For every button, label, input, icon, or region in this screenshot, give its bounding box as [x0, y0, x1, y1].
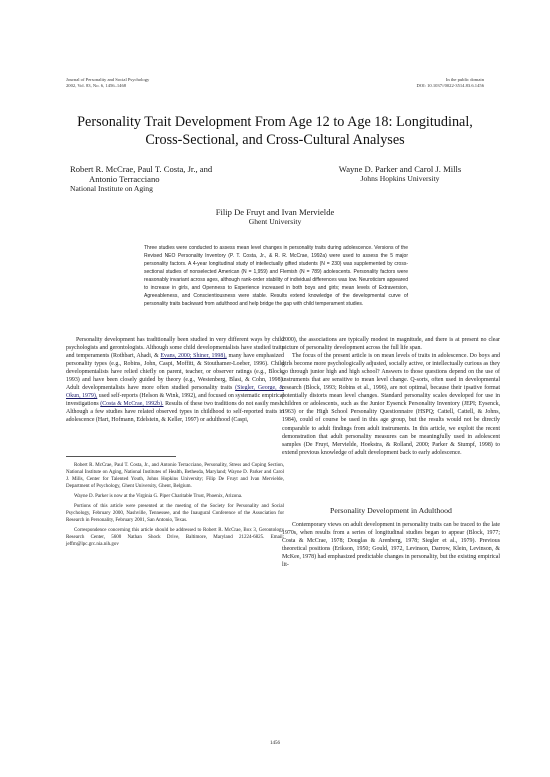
footnote-affiliations: Robert R. McCrae, Paul T. Costa, Jr., and Antonio Terracciano, Personality, Stress and Coping Section, National Institute on Aging, National Institutes of Health, Bethesda, Maryland; Wayne D. Parker and Carol J. Mills, Center for Talented Youth, Johns Hopkins University; Filip De Fruyt and Ivan Mervielde, Department of Psychology, Ghent University, Ghent, Belgium.: [66, 463, 284, 490]
page-number: 1456: [270, 741, 280, 746]
author-names-line-1: Robert R. McCrae, Paul T. Costa, Jr., and: [70, 164, 213, 174]
body-paragraph: The focus of the present article is on mean levels of traits in adolescence. Do boys and girls become more psychologically adjusted, socially active, or intellectually curious as they go through junior high and high school? Answers to those questions depend on the use of instruments that are sensitive to mean level change. Q-sorts, often used in developmental research (Block, 1993; Robins et al., 1996), are not optimal, because their ipsative format potentially distorts mean level changes. Standard personality scales developed for use in children or adolescents, such as the Junior Eysenck Personality Inventory (JEPI; Eysenck, 1963) or the High School Personality Questionnaire (HSPQ; Cattell, Cattell, & Johns, 1984), could of course be used in this age group, but the results would not be directly comparable to adult findings from adult instruments. In this article, we exploit the recent demonstration that adult personality measures can be meaningfully used in adolescent samples (De Fruyt, Mervielde, Hoekstra, & Rolland, 2000; Parker & Stumpf, 1998) to extend previous knowledge of adult development back to early adolescence.: [282, 353, 500, 456]
footnote-presentations: Portions of this article were presented at the meeting of the Society for Personality and Social Psychology, February 2000, Nashville, Tennessee, and the Inaugural Conference of the Association for Research in Personality, February 2001, San Antonio, Texas.: [66, 504, 284, 524]
author-affiliation-nia: National Institute on Aging: [70, 184, 153, 193]
author-block-ghent: [150, 207, 400, 227]
text-span: many have emphasized personality types (e.g., Robins, John, Caspi, Moffitt, & Stouthamer-Loeber, 1996). Child developmentalists have relied chiefly on parent, teacher, or observer ratings (e.g., Block, 1993) and have been closely guided by theory (e.g., Westenberg, Blasi, & Cohn, 1998). Adult developmentalists have more often studied personality traits: [66, 353, 284, 392]
body-paragraph: 2000), the associations are typically modest in magnitude, and there is at present no clear picture of personality development across the full life span.: [282, 337, 500, 352]
body-column-left: [66, 336, 284, 425]
footnote-current-address: Wayne D. Parker is now at the Virginia G. Piper Charitable Trust, Phoenix, Arizona.: [74, 494, 243, 500]
doi: DOI: 10.1037//0022-3514.83.6.1456: [416, 83, 484, 88]
citation-link-siegler[interactable]: (Siegler, George, & Okun, 1979),: [66, 385, 284, 400]
journal-rights: [417, 77, 485, 89]
journal-citation: [66, 77, 149, 89]
text-span: Results of these two traditions do not easily mesh. Although a few studies have related observed types in childhood to self-reported traits in adolescence (Hart, Hofmann, Edelstein, & Keller, 1997) or adulthood (Caspi,: [66, 401, 284, 424]
author-block-jhu: [300, 164, 500, 184]
citation-link-costa-mccrae[interactable]: (Costa & McCrae, 1992b).: [100, 401, 164, 408]
text-span: Personality development has traditionally been studied in very different ways by child psychologists and gerontologists. Although some child developmentalists have studied traits and temperaments (Rothbart, Ahadi, &: [66, 337, 284, 360]
section-heading: Personality Development in Adulthood: [330, 506, 452, 515]
journal-name: Journal of Personality and Social Psychology: [66, 77, 150, 82]
body-paragraph: Contemporary views on adult development in personality traits can be traced to the late 1970s, when results from a series of longitudinal studies began to appear (Block, 1977; Costa & McCrae, 1978; Douglas & Arenberg, 1978; Siegler et al., 1979). Previous theoretical positions (Erikson, 1950; Gould, 1972, Levinson, Darrow, Klein, Levinson, & McKee, 1978) had emphasized predictable changes in personality, but the existing empirical lit-: [282, 522, 500, 569]
footnote-correspondence: Correspondence concerning this article should be addressed to Robert R. McCrae, Box 3, Gerontology Research Center, 5600 Nathan Shock Drive, Baltimore, Maryland 21224-6825. Email: jeffm@lpc.grc.nia.nih.gov: [66, 528, 284, 548]
footnote-rule: [66, 456, 176, 457]
abstract: Three studies were conducted to assess mean level changes in personality traits during adolescence. Versions of the Revised NEO Personality Inventory (P. T. Costa, Jr., & R. R. McCrae, 1992a) were used to assess the 5 major personality factors. A 4-year longitudinal study of intellectually gifted students (N = 230) was supplemented by cross-sectional studies of nonselected American (N = 1,959) and Flemish (N = 789) adolescents. Personality factors were reasonably invariant across ages, although rank-order stability of individual differences was low. Neuroticism appeared to increase in girls, and Openness to Experience increased in both boys and girls; mean levels of Extraversion, Agreeableness, and Conscientiousness were stable. Results extend knowledge of the developmental curve of personality traits backward from adulthood and help bridge the gap with child temperament studies.: [144, 245, 408, 307]
title-line-1: Personality Trait Development From Age 12 to Age 18: Longitudinal,: [77, 114, 473, 130]
body-paragraph: [66, 336, 284, 425]
body-column-right-lower: [282, 521, 500, 569]
body-column-right: [282, 336, 500, 457]
public-domain-notice: In the public domain: [445, 77, 484, 82]
text-span: used self-reports (Helson & Wink, 1992), and focused on systematic empirical investigations: [66, 393, 284, 408]
journal-volume: 2002, Vol. 83, No. 6, 1456–1468: [66, 83, 127, 88]
title-line-2: Cross-Sectional, and Cross-Cultural Analyses: [145, 132, 405, 148]
author-names-ghent: Filip De Fruyt and Ivan Mervielde: [215, 207, 335, 217]
author-affiliation-jhu: Johns Hopkins University: [360, 174, 440, 183]
author-affiliation-ghent: Ghent University: [248, 217, 302, 226]
author-names-jhu: Wayne D. Parker and Carol J. Mills: [338, 164, 462, 174]
author-names-line-2: Antonio Terracciano: [89, 174, 160, 184]
citation-link-evans-shiner[interactable]: Evans, 2000; Shiner, 1998),: [160, 353, 227, 360]
author-block-nia: [70, 164, 270, 194]
author-notes: [66, 462, 284, 551]
article-title: [40, 113, 510, 149]
